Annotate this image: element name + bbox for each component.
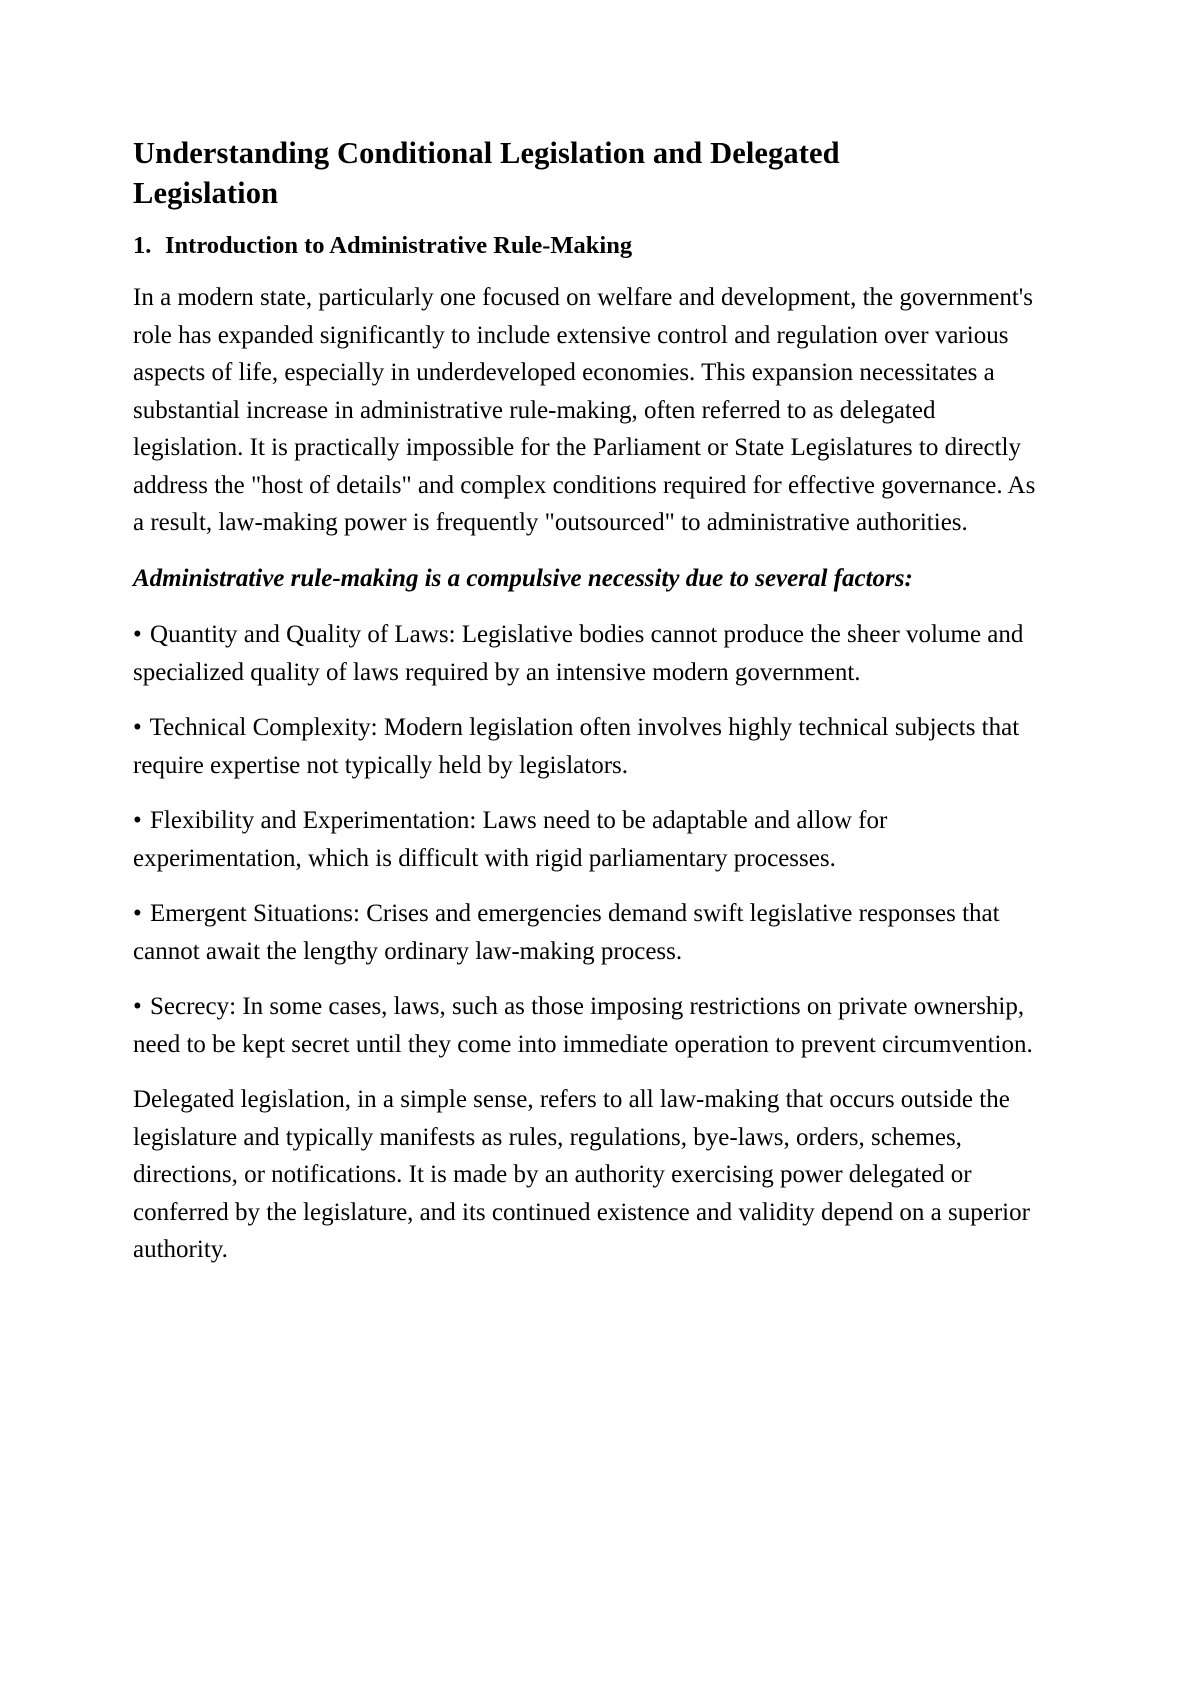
bullet-icon: • [133,714,142,742]
bullet-icon: • [133,993,142,1021]
list-item-text: Emergent Situations: Crises and emergencies demand swift legislative responses that cannot await the lengthy ordinary law-making process. [133,900,1000,965]
section-heading [133,230,1041,262]
lead-in-text: Administrative rule-making is a compulsive necessity due to several factors: [133,564,913,592]
bullet-icon: • [133,621,142,649]
list-item-text: Quantity and Quality of Laws: Legislative bodies cannot produce the sheer volume and specialized quality of laws required by an intensive modern government. [133,621,1024,686]
list-item [133,895,1041,970]
section-number: 1. [133,231,152,259]
section-heading-text: Introduction to Administrative Rule-Making [165,231,633,259]
list-item-text: Technical Complexity: Modern legislation often involves highly technical subjects that require expertise not typically held by legislators. [133,714,1020,779]
list-item [133,616,1041,691]
bullet-icon: • [133,900,142,928]
page-title: Understanding Conditional Legislation and Delegated Legislation [133,136,840,211]
list-item-text: Flexibility and Experimentation: Laws need to be adaptable and allow for experimentation, which is difficult with rigid parliamentary processes. [133,807,888,872]
list-item [133,988,1041,1063]
list-item-text: Secrecy: In some cases, laws, such as those imposing restrictions on private ownership, need to be kept secret until they come into immediate operation to prevent circumvention. [133,993,1033,1058]
list-item [133,802,1041,877]
bullet-icon: • [133,807,142,835]
list-item [133,709,1041,784]
closing-paragraph: Delegated legislation, in a simple sense, refers to all law-making that occurs outside the legislature and typically manifests as rules, regulations, bye-laws, orders, schemes, directions, or notifications. It is made by an authority exercising power delegated or conferred by the legislature, and its continued existence and validity depend on a superior authority. [133,1086,1030,1264]
intro-paragraph: In a modern state, particularly one focused on welfare and development, the government's role has expanded significantly to include extensive control and regulation over various aspects of life, especially in underdeveloped economies. This expansion necessitates a substantial increase in administrative rule-making, often referred to as delegated legislation. It is practically impossible for the Parliament or State Legislatures to directly address the "host of details" and complex conditions required for effective governance. As a result, law-making power is frequently "outsourced" to administrative authorities. [133,284,1036,537]
